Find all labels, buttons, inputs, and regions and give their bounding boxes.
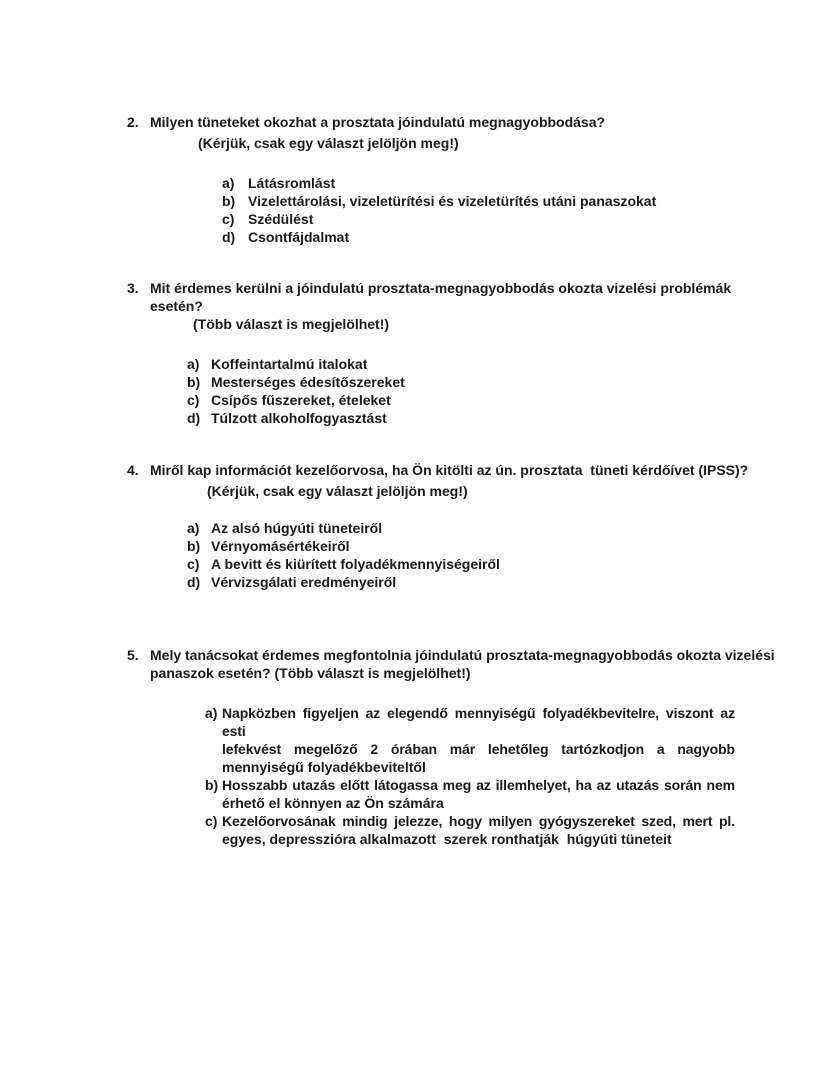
option-3a-text <box>211 355 367 373</box>
question-3-title <box>150 279 795 315</box>
option-3c-marker: c) <box>187 392 200 408</box>
option-2b-line: Vizelettárolási, vizeletürítési és vizeletürítés utáni panaszokat <box>248 193 657 209</box>
question-3 <box>127 279 795 427</box>
option-4b-line: Vérnyomásértékeiről <box>211 538 350 554</box>
option-2d-marker: d) <box>222 229 236 245</box>
question-5 <box>127 646 795 848</box>
option-4c-line: A bevitt és kiürített folyadékmennyiségeiről <box>211 556 500 572</box>
option-2a-line: Látásromlást <box>248 175 336 191</box>
option-4a <box>187 519 795 537</box>
question-3-options <box>187 355 795 427</box>
option-2b-marker: b) <box>222 193 236 209</box>
question-2-title-line: Milyen tüneteket okozhat a prosztata jóindulatú megnagyobbodása? <box>150 114 606 130</box>
question-2-number: 2. <box>127 114 139 130</box>
option-5a-line-1: Napközben figyeljen az elegendő mennyiségű folyadékbevitelre, viszont az esti <box>222 705 735 739</box>
option-5b-line-1: Hosszabb utazás előtt látogassa meg az illemhelyet, ha az utazás során nem <box>222 777 735 793</box>
option-3d-text <box>211 409 387 427</box>
question-4-header <box>127 461 795 479</box>
question-4 <box>127 461 795 591</box>
option-2a-marker: a) <box>222 175 235 191</box>
question-3-number: 3. <box>127 280 139 296</box>
option-5b-marker: b) <box>205 777 219 793</box>
question-2-title <box>150 113 795 131</box>
question-5-options <box>205 704 795 848</box>
option-4a-line: Az alsó húgyúti tüneteiről <box>211 520 383 536</box>
option-2b-text <box>248 192 656 210</box>
option-2a-text <box>248 174 335 192</box>
option-5c-line-2: egyes, depresszióra alkalmazott szerek ronthatják húgyúti tüneteit <box>222 831 672 847</box>
question-4-number: 4. <box>127 462 139 478</box>
option-3c <box>187 391 795 409</box>
option-4c-text <box>211 555 500 573</box>
option-3d-marker: d) <box>187 410 201 426</box>
question-4-title <box>150 461 795 479</box>
option-3d <box>187 409 795 427</box>
option-2a <box>222 174 795 192</box>
question-4-options <box>187 519 795 591</box>
option-4a-marker: a) <box>187 520 200 536</box>
question-5-number: 5. <box>127 647 139 663</box>
option-5b-line-2: érhető el könnyen az Ön számára <box>222 795 444 811</box>
option-4d-marker: d) <box>187 574 201 590</box>
option-4b <box>187 537 795 555</box>
option-3a <box>187 355 795 373</box>
option-4b-text <box>211 537 350 555</box>
option-5b <box>205 776 795 812</box>
option-5c <box>205 812 795 848</box>
option-2c-marker: c) <box>222 211 235 227</box>
option-2d <box>222 228 795 246</box>
option-2c-text <box>248 210 313 228</box>
option-5a-marker: a) <box>205 705 218 721</box>
option-5a-text <box>222 704 735 776</box>
question-3-title-line-1: Mit érdemes kerülni a jóindulatú prosztata-megnagyobbodás okozta vizelési problémák <box>150 280 732 296</box>
option-3c-line: Csípős fűszereket, ételeket <box>211 392 391 408</box>
option-3b-text <box>211 373 405 391</box>
question-2-header <box>127 113 795 131</box>
option-3d-line: Túlzott alkoholfogyasztást <box>211 410 387 426</box>
question-4-instruction: (Kérjük, csak egy választ jelöljön meg!) <box>207 483 468 499</box>
question-3-instruction: (Több választ is megjelölhet!) <box>193 316 390 332</box>
option-2d-line: Csontfájdalmat <box>248 229 350 245</box>
option-5a <box>205 704 795 776</box>
option-4d-line: Vérvizsgálati eredményeiről <box>211 574 397 590</box>
option-5b-text <box>222 776 735 812</box>
option-4c-marker: c) <box>187 556 200 572</box>
question-5-title-line-1: Mely tanácsokat érdemes megfontolnia jóindulatú prosztata-megnagyobbodás okozta vizelési <box>150 647 775 663</box>
option-5a-line-3: mennyiségű folyadékbeviteltől <box>222 759 426 775</box>
option-3c-text <box>211 391 391 409</box>
option-5a-line-2: lefekvést megelőző 2 órában már lehetőleg tartózkodjon a nagyobb <box>222 741 735 757</box>
option-2c <box>222 210 795 228</box>
option-4d <box>187 573 795 591</box>
question-5-title <box>150 646 795 682</box>
option-5c-line-1: Kezelőorvosának mindig jelezze, hogy milyen gyógyszereket szed, mert pl. <box>222 813 735 829</box>
option-3b-marker: b) <box>187 374 201 390</box>
question-5-title-line-2: panaszok esetén? (Több választ is megjelölhet!) <box>150 665 471 681</box>
option-3a-line: Koffeintartalmú italokat <box>211 356 368 372</box>
question-2 <box>127 113 795 246</box>
option-3b-line: Mesterséges édesítőszereket <box>211 374 405 390</box>
question-2-instruction: (Kérjük, csak egy választ jelöljön meg!) <box>198 135 459 151</box>
option-3a-marker: a) <box>187 356 200 372</box>
question-2-options <box>222 174 795 246</box>
option-4b-marker: b) <box>187 538 201 554</box>
page-content <box>127 113 795 848</box>
option-2b <box>222 192 795 210</box>
option-5c-marker: c) <box>205 813 218 829</box>
option-2d-text <box>248 228 349 246</box>
option-2c-line: Szédülést <box>248 211 314 227</box>
question-3-header <box>127 279 795 315</box>
option-4d-text <box>211 573 396 591</box>
option-4a-text <box>211 519 382 537</box>
option-3b <box>187 373 795 391</box>
question-3-title-line-2: esetén? <box>150 298 203 314</box>
option-4c <box>187 555 795 573</box>
question-5-header <box>127 646 795 682</box>
question-4-title-line: Miről kap információt kezelőorvosa, ha Ön kitölti az ún. prosztata tüneti kérdőívet (IPSS)? <box>150 462 749 478</box>
option-5c-text <box>222 812 735 848</box>
